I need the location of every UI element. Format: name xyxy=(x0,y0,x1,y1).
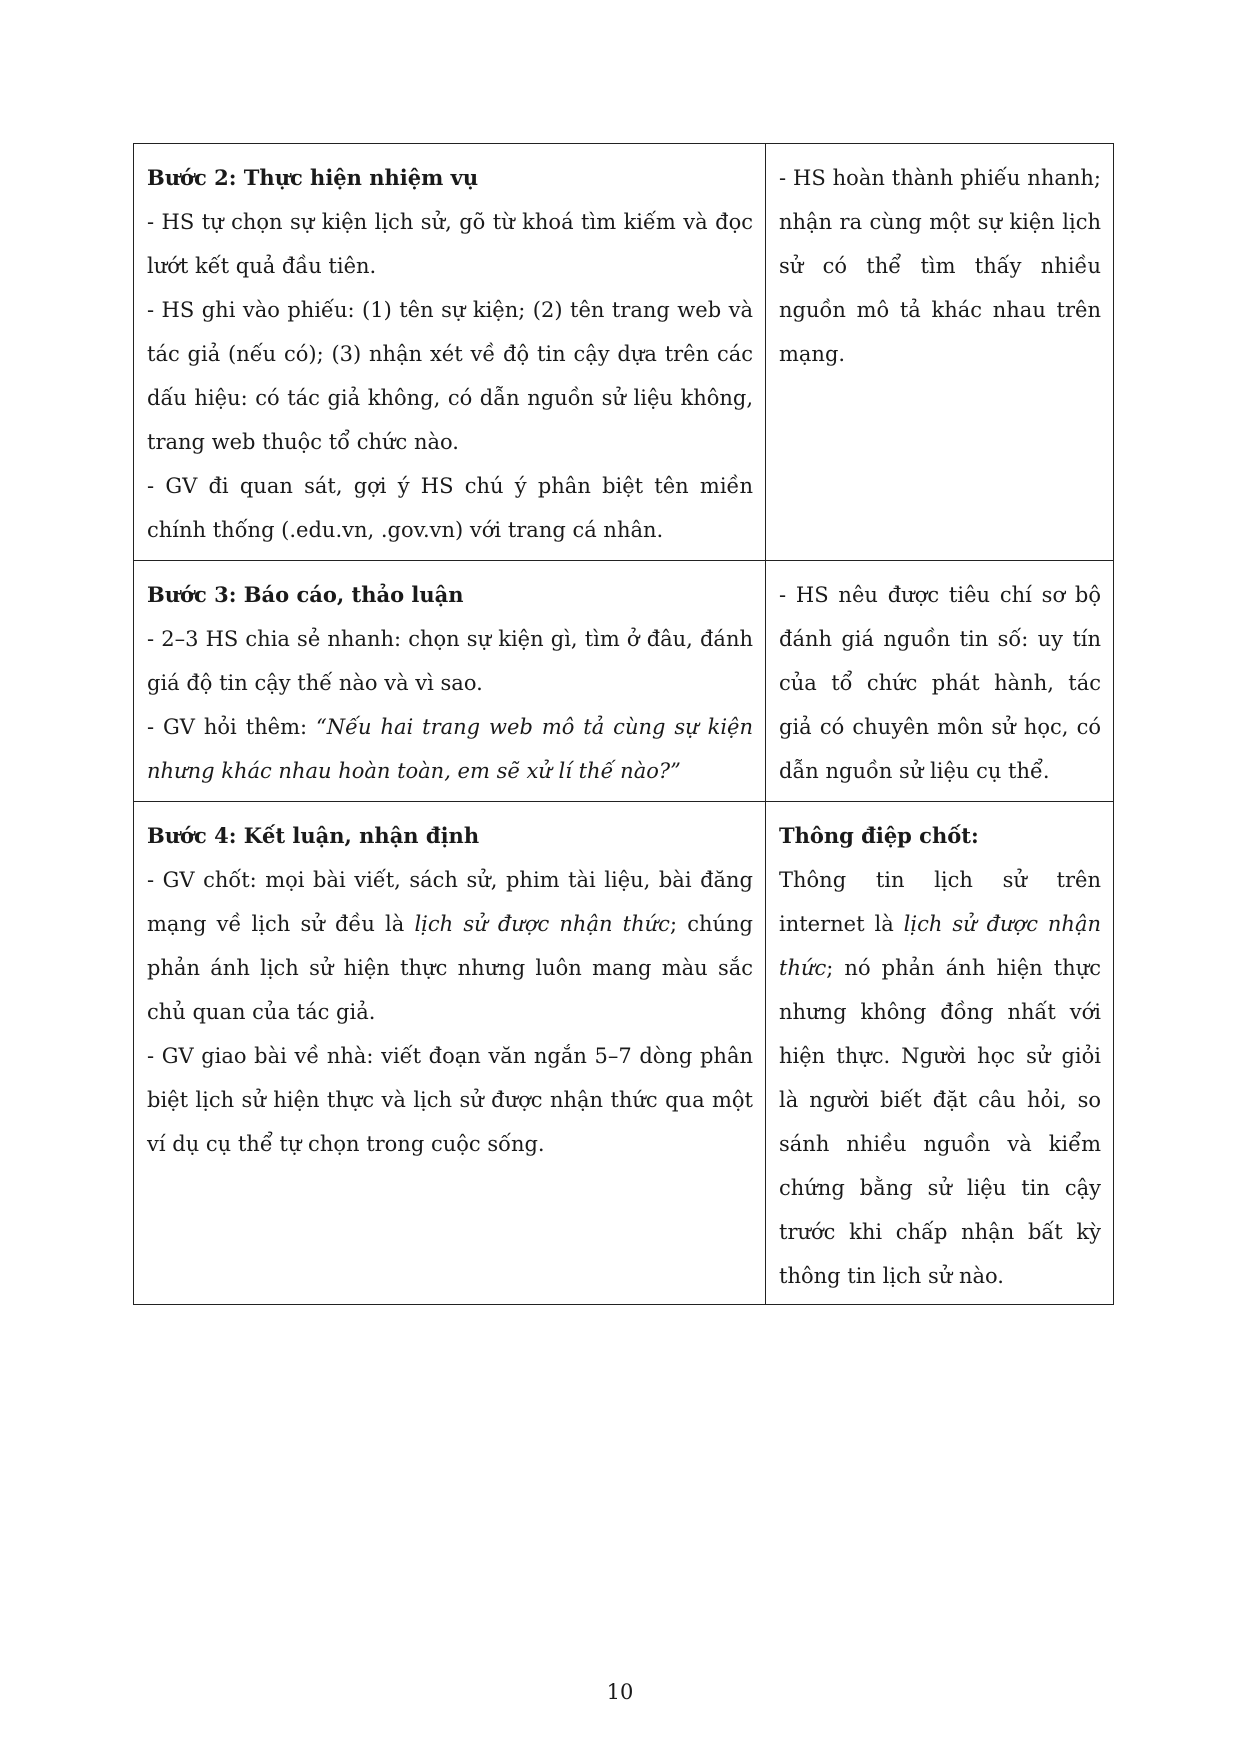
page-number: 10 xyxy=(606,1680,634,1704)
key-message-text xyxy=(779,858,1101,1298)
activity-paragraph xyxy=(147,705,753,793)
activity-cell xyxy=(134,144,766,561)
key-message-term: lịch sử được nhận thức xyxy=(779,912,1102,980)
question-quote: “Nếu hai trang web mô tả cùng sự kiện nhưng khác nhau hoàn toàn, em sẽ xử lí thế nào?” xyxy=(147,715,753,783)
key-message-lead: Thông tin lịch sử trên internet là xyxy=(779,868,1101,936)
outcome-cell xyxy=(766,802,1114,1305)
activity-cell xyxy=(134,802,766,1305)
conclusion-term: lịch sử được nhận thức xyxy=(414,912,670,936)
outcome-text: - HS hoàn thành phiếu nhanh; nhận ra cùng một sự kiện lịch sử có thể tìm thấy nhiều nguồn mô tả khác nhau trên mạng. xyxy=(779,166,1101,366)
activity-paragraph xyxy=(147,858,753,1034)
activity-paragraph: - 2–3 HS chia sẻ nhanh: chọn sự kiện gì, tìm ở đâu, đánh giá độ tin cậy thế nào và vì sao. xyxy=(147,627,753,695)
activity-paragraph: - HS ghi vào phiếu: (1) tên sự kiện; (2) tên trang web và tác giả (nếu có); (3) nhận xét về độ tin cậy dựa trên các dấu hiệu: có tác giả không, có dẫn nguồn sử liệu không, trang web thuộc tổ chức nào. xyxy=(147,298,753,454)
conclusion-rest: ; chúng phản ánh lịch sử hiện thực nhưng luôn mang màu sắc chủ quan của tác giả. xyxy=(147,912,753,1024)
key-message-title: Thông điệp chốt: xyxy=(779,823,979,848)
activity-paragraph: - GV đi quan sát, gợi ý HS chú ý phân biệt tên miền chính thống (.edu.vn, .gov.vn) với trang cá nhân. xyxy=(147,474,753,542)
activity-paragraph: - HS tự chọn sự kiện lịch sử, gõ từ khoá tìm kiếm và đọc lướt kết quả đầu tiên. xyxy=(147,210,753,278)
key-message-rest: ; nó phản ánh hiện thực nhưng không đồng nhất với hiện thực. Người học sử giỏi là người biết đặt câu hỏi, so sánh nhiều nguồn và kiểm chứng bằng sử liệu tin cậy trước khi chấp nhận bất kỳ thông tin lịch sử nào. xyxy=(779,956,1101,1288)
table-row xyxy=(134,144,1114,561)
outcome-cell xyxy=(766,561,1114,802)
step-title: Bước 4: Kết luận, nhận định xyxy=(147,823,480,848)
conclusion-lead: - GV chốt: mọi bài viết, sách sử, phim tài liệu, bài đăng mạng về lịch sử đều là xyxy=(147,868,753,936)
step-title: Bước 2: Thực hiện nhiệm vụ xyxy=(147,165,479,190)
activity-paragraph: - GV giao bài về nhà: viết đoạn văn ngắn 5–7 dòng phân biệt lịch sử hiện thực và lịch sử được nhận thức qua một ví dụ cụ thể tự chọn trong cuộc sống. xyxy=(147,1044,753,1156)
question-lead: - GV hỏi thêm: xyxy=(147,715,316,739)
activity-cell xyxy=(134,561,766,802)
lesson-steps-table xyxy=(133,143,1114,1305)
table-row xyxy=(134,802,1114,1305)
step-title: Bước 3: Báo cáo, thảo luận xyxy=(147,582,464,607)
outcome-cell xyxy=(766,144,1114,561)
outcome-text: - HS nêu được tiêu chí sơ bộ đánh giá nguồn tin số: uy tín của tổ chức phát hành, tác giả có chuyên môn sử học, có dẫn nguồn sử liệu cụ thể. xyxy=(779,583,1101,783)
table-row xyxy=(134,561,1114,802)
